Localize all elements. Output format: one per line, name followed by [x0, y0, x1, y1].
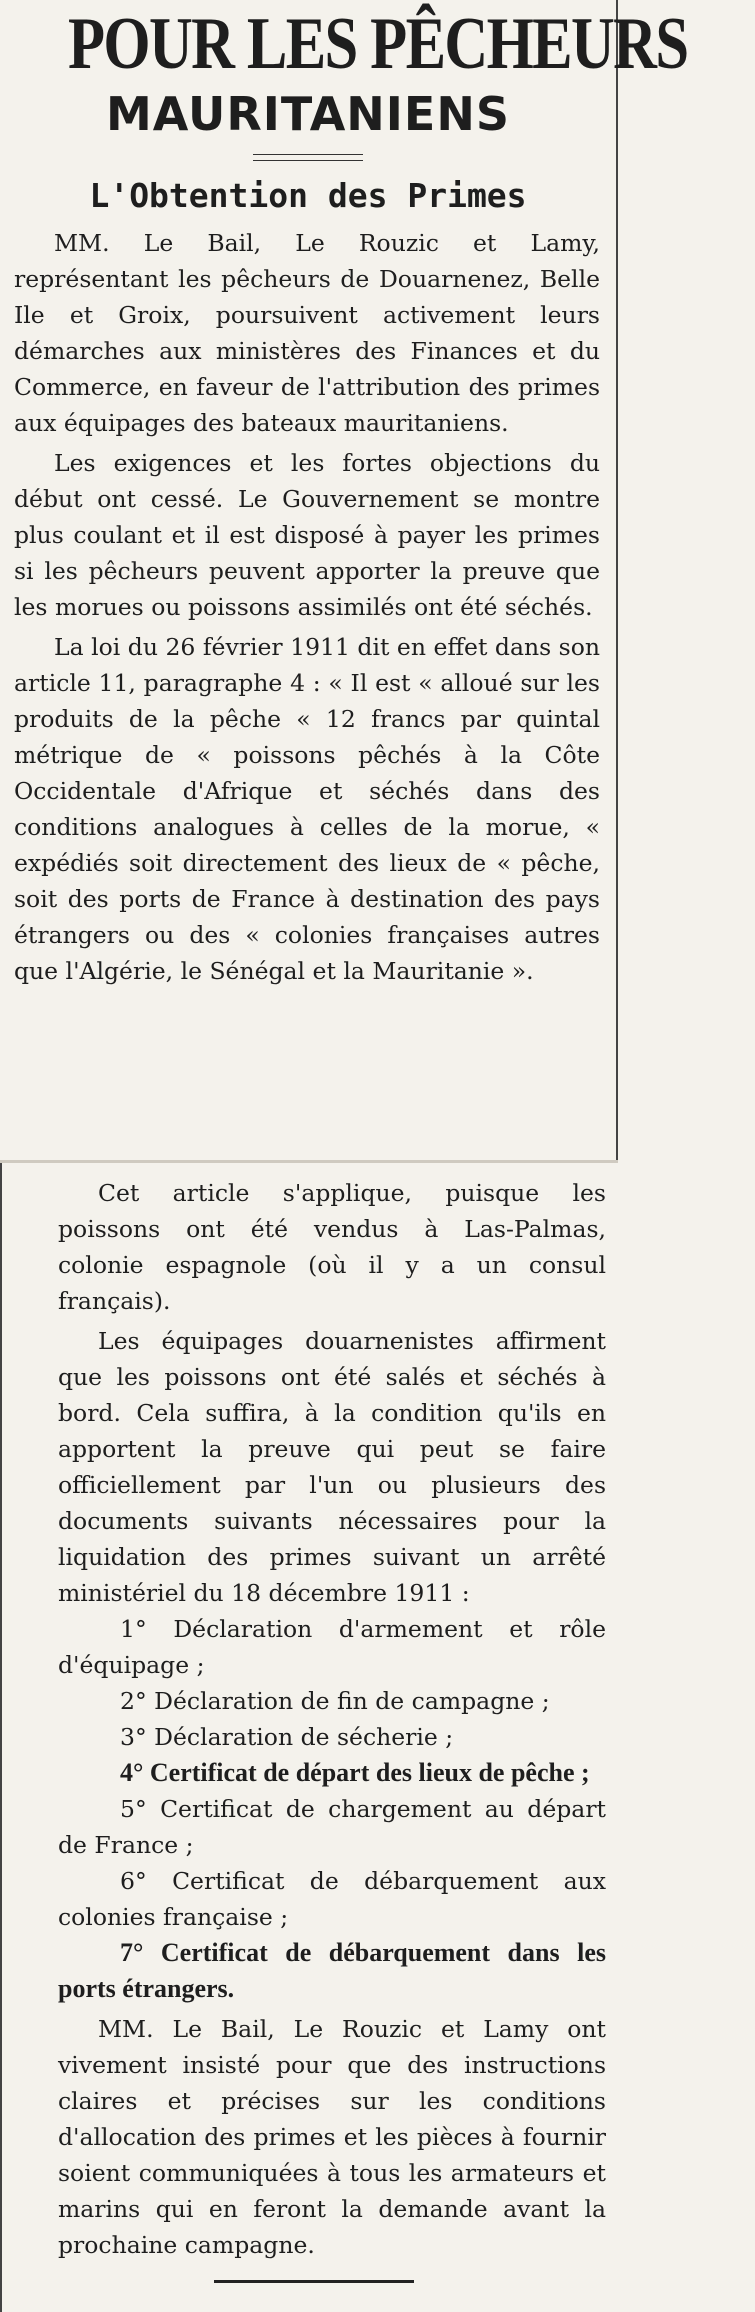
- section-title: L'Obtention des Primes: [89, 176, 527, 215]
- paragraph-1: MM. Le Bail, Le Rouzic et Lamy, représentant les pêcheurs de Douarnenez, Belle Ile et Groix, poursuivent activement leurs démarches aux ministères des Finances et du Commerce, en faveur de l'attribution des primes aux équipages des bateaux mauritaniens.: [14, 229, 600, 437]
- paragraph-2: Les exigences et les fortes objections du début ont cessé. Le Gouvernement se montre plus coulant et il est disposé à payer les primes si les pêcheurs peuvent apporter la preuve que les morues ou poissons assimilés ont été séchés.: [14, 449, 600, 621]
- paragraph-3-law-quote: La loi du 26 février 1911 dit en effet dans son article 11, paragraphe 4 : « Il est « alloué sur les produits de la pêche « 12 francs par quintal métrique de « poissons pêchés à la Côte Occidentale d'Afrique et séchés dans des conditions analogues à celles de la morue, « expédiés soit directement des lieux de « pêche, soit des ports de France à destination des pays étrangers ou des « colonies françaises autres que l'Algérie, le Sénégal et la Mauritanie ».: [14, 633, 600, 985]
- paragraph-4: Cet article s'applique, puisque les poissons ont été vendus à Las-Palmas, colonie espagnole (où il y a un consul français).: [58, 1179, 606, 1315]
- list-item: 4° Certificat de départ des lieux de pêche ;: [120, 1758, 590, 1787]
- paragraph-6: MM. Le Bail, Le Rouzic et Lamy ont vivement insisté pour que des instructions claires et précises sur les conditions d'allocation des primes et les pièces à fournir soient communiquées à tous les armateurs et marins qui en feront la demande avant la prochaine campagne.: [58, 2015, 606, 2259]
- list-item: 3° Déclaration de sécherie ;: [120, 1723, 454, 1751]
- list-item: 7° Certificat de débarquement dans les ports étrangers.: [58, 1938, 606, 2003]
- paragraph-5: Les équipages douarnenistes affirment que les poissons ont été salés et séchés à bord. Cela suffira, à la condition qu'ils en apportent la preuve qui peut se faire officiellement par l'un ou plusieurs des documents suivants nécessaires pour la liquidation des primes suivant un arrêté ministériel du 18 décembre 1911 :: [58, 1327, 606, 1607]
- subheadline: MAURITANIENS: [106, 87, 510, 141]
- list-item: 5° Certificat de chargement au départ de France ;: [58, 1795, 606, 1859]
- list-item: 1° Déclaration d'armement et rôle d'équipage ;: [58, 1615, 606, 1679]
- divider-rule: [253, 154, 363, 161]
- headline: POUR LES PÊCHEURS: [67, 3, 688, 85]
- lower-column: [0, 1163, 618, 2312]
- list-item: 6° Certificat de débarquement aux colonies française ;: [58, 1867, 606, 1931]
- upper-column: [0, 0, 688, 1160]
- documents-list: [10, 1611, 618, 2007]
- list-item: 2° Déclaration de fin de campagne ;: [120, 1687, 550, 1715]
- end-rule: [214, 2277, 414, 2285]
